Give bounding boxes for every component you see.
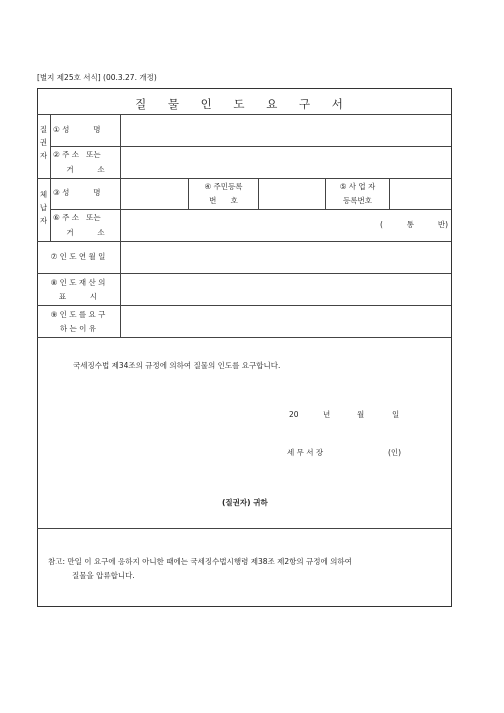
resident-number-label-2: 번 호 [209,196,238,205]
request-statement: 국세징수법 제34조의 규정에 의하여 질물의 인도를 요구합니다. [73,361,281,370]
date-year: 20 [289,410,299,419]
debtor-name-label: ③ 성 명 [53,188,101,197]
reason-label: ⑨ 인 도 를 요 구 [50,310,106,319]
rule [37,528,451,529]
field-address-label-2: 거 소 [66,165,105,174]
business-number-value[interactable] [390,179,450,209]
reference-note: 참고: 만일 이 요구에 응하지 아니한 때에는 국세징수법시행령 제38조 제2항의 규정에 의하여 [48,557,352,566]
debtor-address-label-2: 거 소 [66,228,105,237]
date-month: 월 [357,410,365,419]
rule [37,337,451,338]
copies-note: ( 통 반) [379,220,448,229]
date-day: 일 [392,410,400,419]
field-address-label: ② 주 소 또는 [53,150,101,159]
property-label-2: 표 시 [58,292,98,301]
delivery-date-value[interactable] [121,242,450,273]
field-address-value[interactable] [121,147,450,178]
date-year-unit: 년 [323,410,331,419]
business-number-label-2: 등록번호 [343,196,372,205]
reason-value[interactable] [121,306,450,337]
field-name-label: ① 성 명 [53,125,101,134]
form-number-note: [별지 제25호 서식] (00.3.27. 개정) [37,73,157,82]
field-name-value[interactable] [121,115,450,146]
section-pledgee-label: 질 권 자 [39,125,48,160]
rule [50,114,51,241]
reference-note-2: 질물을 압류합니다. [72,571,135,580]
business-number-label: ⑤ 사 업 자 [339,182,376,191]
form-title: 질 물 인 도 요 구 서 [135,97,352,111]
property-label: ⑧ 인 도 재 산 의 [50,278,106,287]
property-value[interactable] [121,274,450,305]
delivery-date-label: ⑦ 인 도 연 월 일 [50,252,106,261]
debtor-address-label: ⑥ 주 소 또는 [53,213,101,222]
resident-number-label: ④ 주민등록 [204,182,243,191]
resident-number-value[interactable] [259,179,324,209]
tax-office-head: 세 무 서 장 [287,448,324,457]
section-debtor-label: 체 납 자 [39,190,48,225]
reason-label-2: 하 는 이 유 [59,324,97,333]
debtor-name-value[interactable] [121,179,187,209]
addressee: (질권자) 귀하 [222,498,268,507]
seal-mark: (인) [388,448,402,457]
